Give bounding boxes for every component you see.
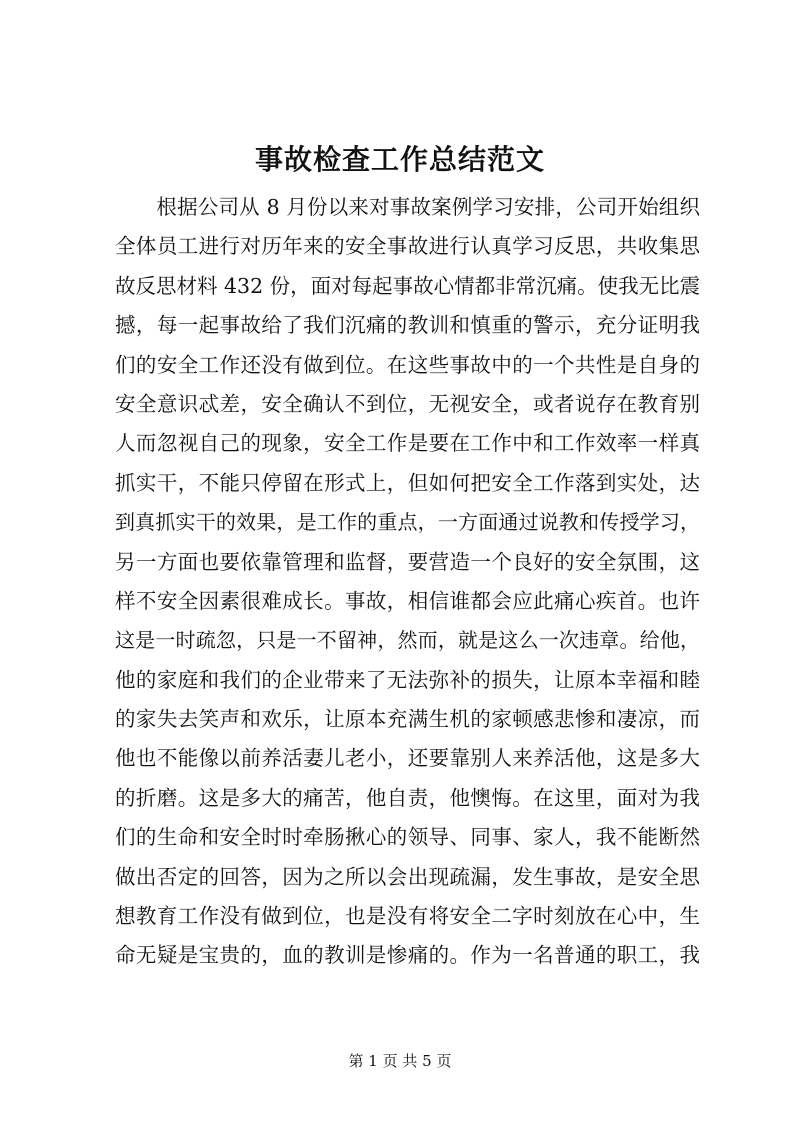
body-line: 人而忽视自己的现象，安全工作是要在工作中和工作效率一样真: [115, 431, 700, 456]
body-line: 们的安全工作还没有做到位。在这些事故中的一个共性是自身的: [115, 352, 700, 377]
body-line: 命无疑是宝贵的，血的教训是惨痛的。作为一名普通的职工，我: [115, 943, 700, 968]
body-line: 安全意识忒差，安全确认不到位，无视安全，或者说存在教育别: [115, 391, 700, 416]
body-line: 另一方面也要依靠管理和监督，要营造一个良好的安全氛围，这: [115, 549, 700, 574]
document-title: 事故检查工作总结范文: [254, 143, 545, 176]
page-footer: 第 1 页 共 5 页: [348, 1052, 452, 1070]
body-line: 的折磨。这是多大的痛苦，他自责，他懊悔。在这里，面对为我: [115, 785, 700, 810]
body-line: 抓实干，不能只停留在形式上，但如何把安全工作落到实处，达: [115, 470, 700, 495]
body-line: 根据公司从 8 月份以来对事故案例学习安排，公司开始组织: [115, 195, 700, 219]
body-line: 这是一时疏忽，只是一不留神，然而，就是这么一次违章。给他，: [115, 628, 700, 653]
body-line: 做出否定的回答，因为之所以会出现疏漏，发生事故，是安全思: [115, 864, 700, 889]
body-line: 故反思材料 432 份，面对每起事故心情都非常沉痛。使我无比震: [115, 273, 700, 298]
body-line: 他的家庭和我们的企业带来了无法弥补的损失，让原本幸福和睦: [115, 667, 700, 692]
body-line: 他也不能像以前养活妻儿老小，还要靠别人来养活他，这是多大: [115, 746, 700, 771]
body-line: 样不安全因素很难成长。事故，相信谁都会应此痛心疾首。也许: [115, 588, 700, 613]
body-line: 想教育工作没有做到位，也是没有将安全二字时刻放在心中，生: [115, 904, 700, 929]
body-line: 的家失去笑声和欢乐，让原本充满生机的家顿感悲惨和凄凉，而: [115, 707, 700, 732]
body-line: 全体员工进行对历年来的安全事故进行认真学习反思，共收集思: [115, 234, 700, 259]
document-body: [115, 188, 700, 976]
body-line: 到真抓实干的效果，是工作的重点，一方面通过说教和传授学习，: [115, 510, 700, 535]
body-line: 撼，每一起事故给了我们沉痛的教训和慎重的警示，充分证明我: [115, 313, 700, 338]
body-line: 们的生命和安全时时牵肠揪心的领导、同事、家人，我不能断然: [115, 825, 700, 850]
